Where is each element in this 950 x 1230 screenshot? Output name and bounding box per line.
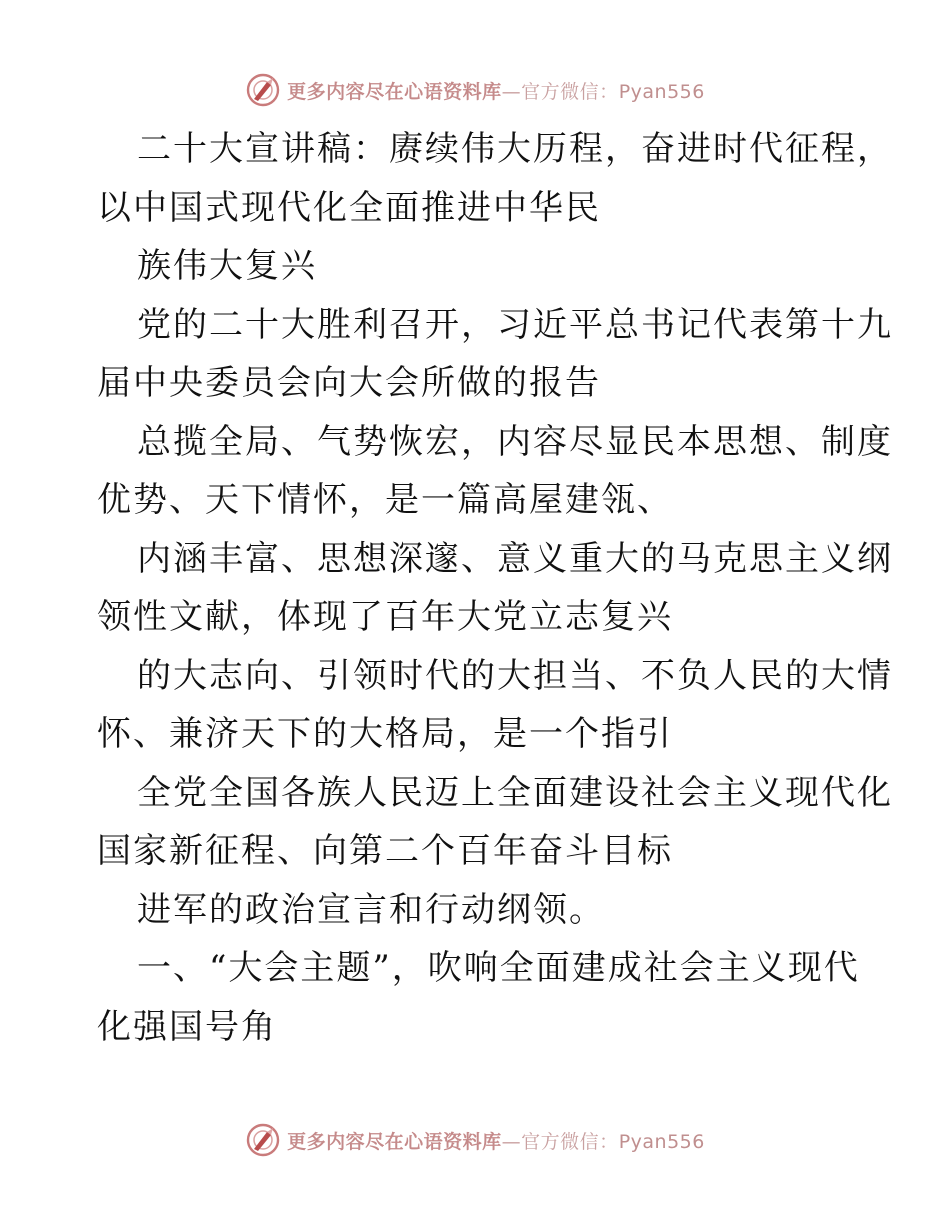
watermark-text — [287, 77, 705, 104]
text-line: 内涵丰富、思想深邃、意义重大的马克思主义纲 — [137, 538, 893, 579]
watermark-separator: — — [501, 80, 522, 103]
quill-logo-icon — [245, 72, 281, 108]
text-line: 的大志向、引领时代的大担当、不负人民的大情 — [137, 655, 893, 696]
text-line: 族伟大复兴 — [137, 246, 317, 286]
text-line: 进军的政治宣言和行动纲领。 — [137, 889, 605, 930]
text-line: 国家新征程、向第二个百年奋斗目标 — [97, 831, 673, 871]
text-line: 以中国式现代化全面推进中华民 — [97, 187, 601, 228]
text-line: 优势、天下情怀，是一篇高屋建瓴、 — [97, 480, 673, 520]
watermark-suffix: 官方微信： — [521, 1130, 619, 1153]
watermark-id: Pyan556 — [618, 1130, 705, 1153]
header-watermark — [0, 70, 950, 110]
footer-watermark — [0, 1120, 950, 1160]
watermark-main: 更多内容尽在心语资料库 — [287, 80, 502, 103]
text-line: 党的二十大胜利召开，习近平总书记代表第十九 — [137, 304, 893, 345]
watermark-text — [287, 1127, 705, 1154]
text-line: 全党全国各族人民迈上全面建设社会主义现代化 — [137, 772, 893, 813]
text-line: 二十大宣讲稿：赓续伟大历程，奋进时代征程， — [137, 129, 893, 169]
text-line: 一、“大会主题”，吹响全面建成社会主义现代 — [137, 948, 860, 988]
quill-logo-icon — [245, 1122, 281, 1158]
text-line: 化强国号角 — [97, 1006, 277, 1047]
watermark-suffix: 官方微信： — [521, 80, 619, 103]
watermark-separator: — — [501, 1130, 522, 1153]
text-line: 领性文献，体现了百年大党立志复兴 — [97, 597, 673, 637]
text-line: 怀、兼济天下的大格局，是一个指引 — [97, 714, 673, 754]
watermark-main: 更多内容尽在心语资料库 — [287, 1130, 502, 1153]
text-line: 届中央委员会向大会所做的报告 — [97, 363, 601, 403]
text-line: 总揽全局、气势恢宏，内容尽显民本思想、制度 — [137, 421, 893, 462]
watermark-id: Pyan556 — [618, 80, 705, 103]
document-body — [97, 120, 893, 1056]
